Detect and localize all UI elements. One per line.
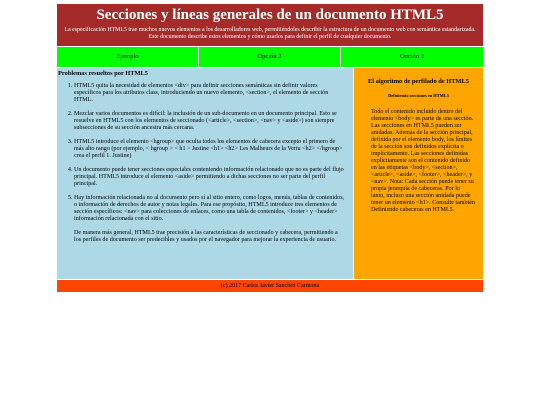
list-item: 2. Mezclar varios documentos es difícil: la inclusión de un sub-documento en un documento principal. Esto se resuelve en HTML5 con los elementos de seccionado (<article>, <section>, <nav> y <aside>) son siempre subsecciones de su sección ancestra más cercana. (74, 111, 345, 132)
aside-title: El algoritmo de perfilado de HTML5 (367, 78, 469, 85)
list-item: 1. HTML5 quita la necesidad de elementos <div> para definir secciones semánticas sin definir valores específicos para los atributos class, introduciendo un nuevo elemento, <section>, el elemento de sección HTML. (74, 83, 345, 104)
header-description: La especificación HTML5 trae muchos nuevos elementos a los desarrolladores web, permitiéndoles describir la estructura de un documento web con semántica estandarizada. Este documento describe estos elementos y cómo usarlos para definir el perfil de cualquier documento. (64, 27, 476, 40)
main-heading: Problemas resueltos por HTML5 (58, 70, 148, 77)
page-title: Secciones y líneas generales de un documento HTML5 (96, 7, 444, 23)
list-item: 4. Un documento puede tener secciones especiales conteniendo información relacionado que no es parte del flujo principal. HTML5 introduce el elemento <aside> permitiendo a dichas secciones no ser parte del perfil principal. (74, 167, 345, 188)
main-nav (57, 47, 483, 67)
page-footer (57, 280, 483, 292)
footer-text: (c) 2017 Carlos Javier Sanchez Carmona (220, 283, 320, 289)
sidebar-aside (354, 68, 483, 279)
closing-paragraph: De manera más general, HTML5 trae precisión a las características de seccionado y cabecera, permitiendo a los perfiles de documento ser predecibles y usados por el navegador para mejorar la experiencia de usuario. (74, 230, 338, 243)
nav-item-ejemplo[interactable]: Ejemplo (57, 47, 198, 67)
main-content (57, 68, 353, 279)
nav-item-opcion-3[interactable]: Opción 3 (341, 47, 483, 67)
nav-item-opcion-2[interactable]: Opción 2 (199, 47, 340, 67)
aside-text: Todo el contenido incluido dentro del elemento <body> es parte de una sección. Las secciones en HTML5 pueden ser anidadas. Además de la sección principal, definida por el elemento body, los límites de la sección son definidos explícita o implícitamente. Las secciones definidas explícitamente son el contenido definido en las etiquetas <body>, <section>, <article>, <aside>, <footer>, <header>, y <nav>. Nota: Cada sección puede tener su propia jerarquía de cabeceras. Por lo tanto, incluso una sección anidada puede tener un elemento <h1>. Consulte también Definiendo cabeceras en HTML5. (371, 109, 476, 213)
page-header (57, 4, 483, 46)
problems-list (57, 83, 353, 223)
aside-subtitle: Definiendo secciones en HTML5 (388, 93, 449, 98)
list-item: 3. HTML5 introduce el elemento <hgroup> que oculta todos los elementos de cabecera excepto el primero de más alto rango (por ejemplo, < hgroup > < h1 > Justine <h1> <h2> Les Malheurs de la Vertu <h2> </hgroup> crea el perfil 1. Justine) (74, 139, 345, 160)
list-item: 5. Hay información relacionada no al documento pero sí al sitio entero, como logos, menús, tablas de contenidos, o información de derechos de autor y notas legales. Para ese propósito, HTML5 introduce tres elementos de sección específicos: <nav> para colecciones de enlaces, como una tabla de contenidos, <footer> y <header> información relacionada con el sitio. (74, 195, 345, 223)
